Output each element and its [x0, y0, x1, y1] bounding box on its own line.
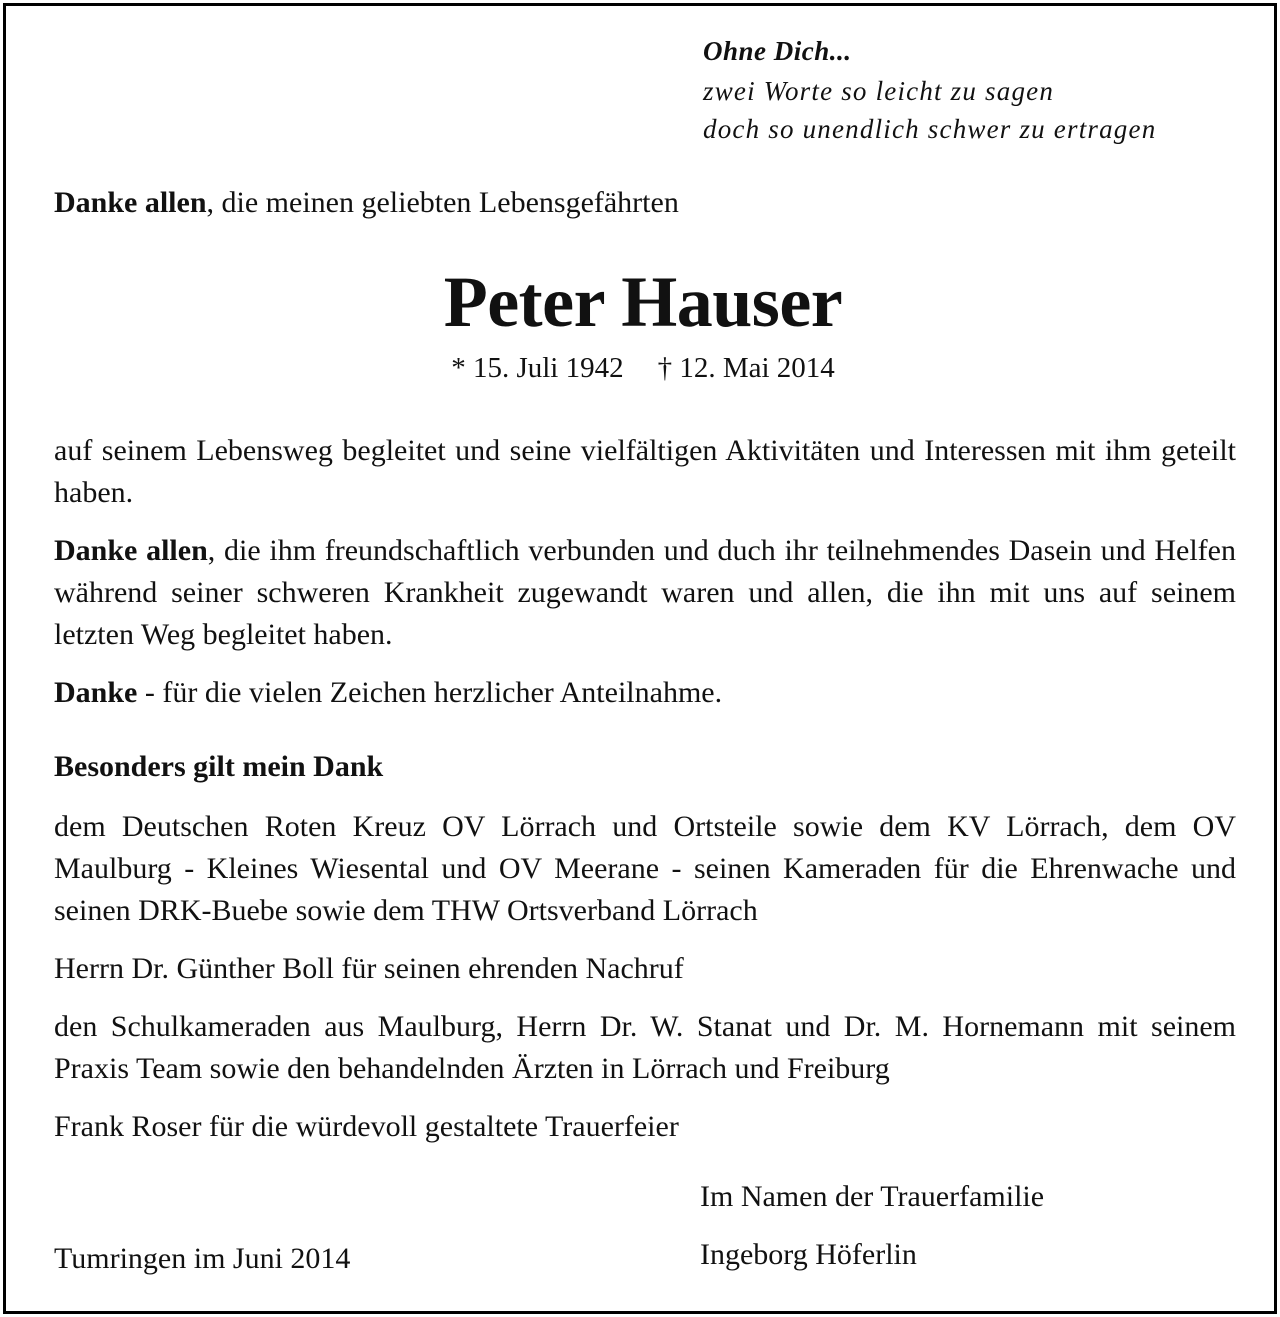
signature-name: Ingeborg Höferlin — [700, 1238, 917, 1271]
paragraph-danke-bold: Danke — [54, 676, 138, 709]
thanks-dr-boll: Herrn Dr. Günther Boll für seinen ehrenden Nachruf — [54, 952, 684, 985]
paragraph-danke-anteilnahme — [54, 672, 722, 714]
obituary-notice — [3, 3, 1277, 1314]
thanks-schulkameraden: den Schulkameraden aus Maulburg, Herrn Dr. W. Stanat und Dr. M. Hornemann mit seinem Praxis Team sowie den behandelnden Ärzten in Lörrach und Freiburg — [54, 1010, 1236, 1085]
paragraph-lebensweg: auf seinem Lebensweg begleitet und seine vielfältigen Aktivitäten und Interessen mit ihm geteilt haben. — [54, 434, 1236, 509]
paragraph-danke-text: - für die vielen Zeichen herzlicher Anteilnahme. — [137, 676, 723, 709]
poem-line-3: doch so unendlich schwer zu ertragen — [703, 114, 1157, 144]
birth-date: * 15. Juli 1942 — [451, 352, 624, 384]
intro-rest: , die meinen geliebten Lebensgefährten — [206, 186, 679, 219]
place-date: Tumringen im Juni 2014 — [54, 1242, 351, 1275]
thanks-heading: Besonders gilt mein Dank — [54, 750, 384, 783]
life-dates — [6, 352, 1280, 385]
thanks-drk: dem Deutschen Roten Kreuz OV Lörrach und Ortsteile sowie dem KV Lörrach, dem OV Maulburg - Kleines Wiesental und OV Meerane - seinen Kameraden für die Ehrenwache und seinen DRK-Buebe sowie dem THW Ortsverband Lörrach — [54, 810, 1236, 927]
paragraph-danke-allen-text: , die ihm freundschaftlich verbunden und duch ihr teilnehmendes Dasein und Helfen während seiner schweren Krankheit zugewandt waren und allen, die ihn mit uns auf seinem letzten Weg begleitet haben. — [54, 534, 1236, 651]
poem-line-1: Ohne Dich... — [703, 36, 852, 66]
poem-line-2: zwei Worte so leicht zu sagen — [703, 76, 1055, 106]
intro-line — [54, 182, 679, 224]
thanks-frank-roser: Frank Roser für die würdevoll gestaltete Trauerfeier — [54, 1110, 679, 1143]
intro-bold: Danke allen — [54, 186, 207, 219]
paragraph-danke-allen — [54, 530, 1236, 656]
deceased-name: Peter Hauser — [443, 262, 843, 342]
death-date: † 12. Mai 2014 — [657, 352, 835, 384]
signature-family: Im Namen der Trauerfamilie — [700, 1180, 1045, 1213]
paragraph-danke-allen-bold: Danke allen — [54, 534, 208, 567]
